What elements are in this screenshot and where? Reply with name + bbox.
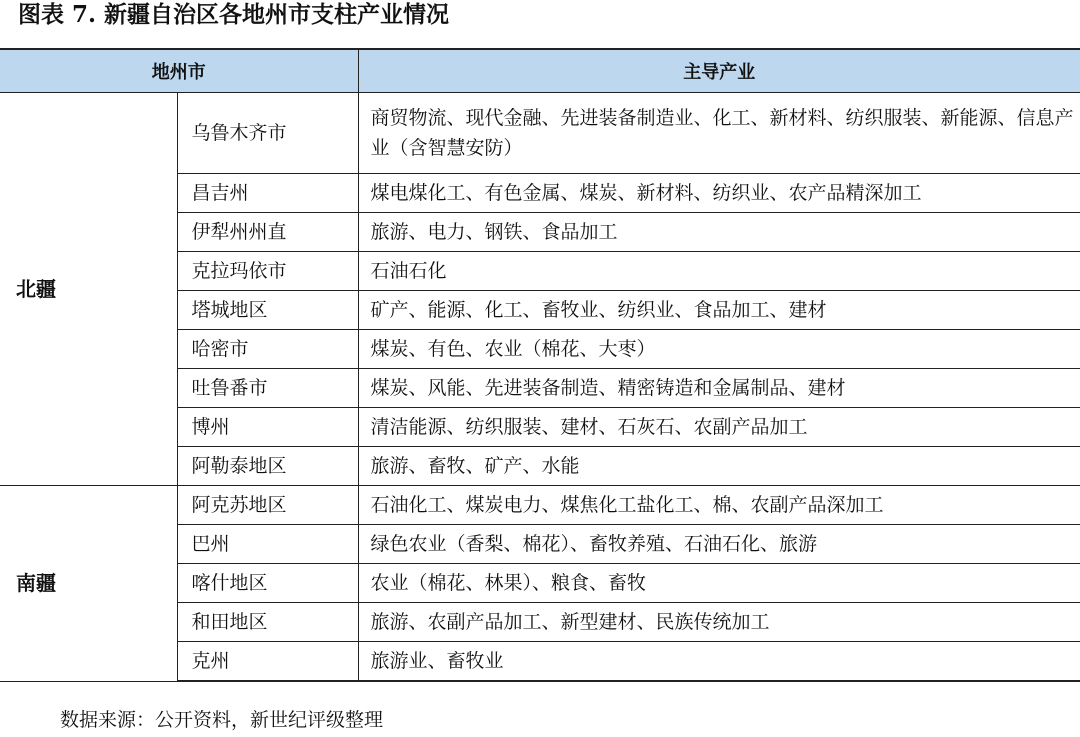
industry-cell: 旅游、农副产品加工、新型建材、民族传统加工: [358, 603, 1080, 642]
industry-table: [0, 48, 1080, 682]
group-north: [0, 93, 1080, 486]
industry-cell: 煤炭、风能、先进装备制造、精密铸造和金属制品、建材: [358, 369, 1080, 408]
industry-cell: 农业（棉花、林果）、粮食、畜牧: [358, 564, 1080, 603]
city-cell: 乌鲁木齐市: [177, 93, 358, 174]
city-cell: 博州: [177, 408, 358, 447]
city-cell: 阿勒泰地区: [177, 447, 358, 486]
group-south: [0, 486, 1080, 682]
table-row: [0, 486, 1080, 525]
industry-cell: 矿产、能源、化工、畜牧业、纺织业、食品加工、建材: [358, 291, 1080, 330]
industry-cell: 旅游、电力、钢铁、食品加工: [358, 213, 1080, 252]
city-cell: 克州: [177, 642, 358, 682]
industry-table-container: [0, 48, 1080, 682]
industry-cell: 旅游、畜牧、矿产、水能: [358, 447, 1080, 486]
header-row: [0, 49, 1080, 93]
industry-cell: 煤炭、有色、农业（棉花、大枣）: [358, 330, 1080, 369]
city-cell: 克拉玛依市: [177, 252, 358, 291]
city-cell: 哈密市: [177, 330, 358, 369]
table-row: [0, 93, 1080, 174]
source-note: 数据来源：公开资料，新世纪评级整理: [60, 709, 384, 731]
city-cell: 阿克苏地区: [177, 486, 358, 525]
industry-cell: 石油化工、煤炭电力、煤焦化工盐化工、棉、农副产品深加工: [358, 486, 1080, 525]
city-cell: 巴州: [177, 525, 358, 564]
industry-cell: 旅游业、畜牧业: [358, 642, 1080, 682]
region-cell: 北疆: [0, 93, 177, 486]
city-cell: 和田地区: [177, 603, 358, 642]
industry-cell: 商贸物流、现代金融、先进装备制造业、化工、新材料、纺织服装、新能源、信息产业（含智慧安防）: [358, 93, 1080, 174]
header-industry: 主导产业: [358, 49, 1080, 93]
table-header: [0, 49, 1080, 93]
table-title: 图表 7. 新疆自治区各地州市支柱产业情况: [18, 1, 450, 28]
industry-cell: 清洁能源、纺织服装、建材、石灰石、农副产品加工: [358, 408, 1080, 447]
city-cell: 塔城地区: [177, 291, 358, 330]
industry-cell: 石油石化: [358, 252, 1080, 291]
industry-cell: 煤电煤化工、有色金属、煤炭、新材料、纺织业、农产品精深加工: [358, 174, 1080, 213]
city-cell: 喀什地区: [177, 564, 358, 603]
city-cell: 昌吉州: [177, 174, 358, 213]
city-cell: 吐鲁番市: [177, 369, 358, 408]
region-cell: 南疆: [0, 486, 177, 682]
header-region: 地州市: [0, 49, 358, 93]
industry-cell: 绿色农业（香梨、棉花）、畜牧养殖、石油石化、旅游: [358, 525, 1080, 564]
city-cell: 伊犁州州直: [177, 213, 358, 252]
